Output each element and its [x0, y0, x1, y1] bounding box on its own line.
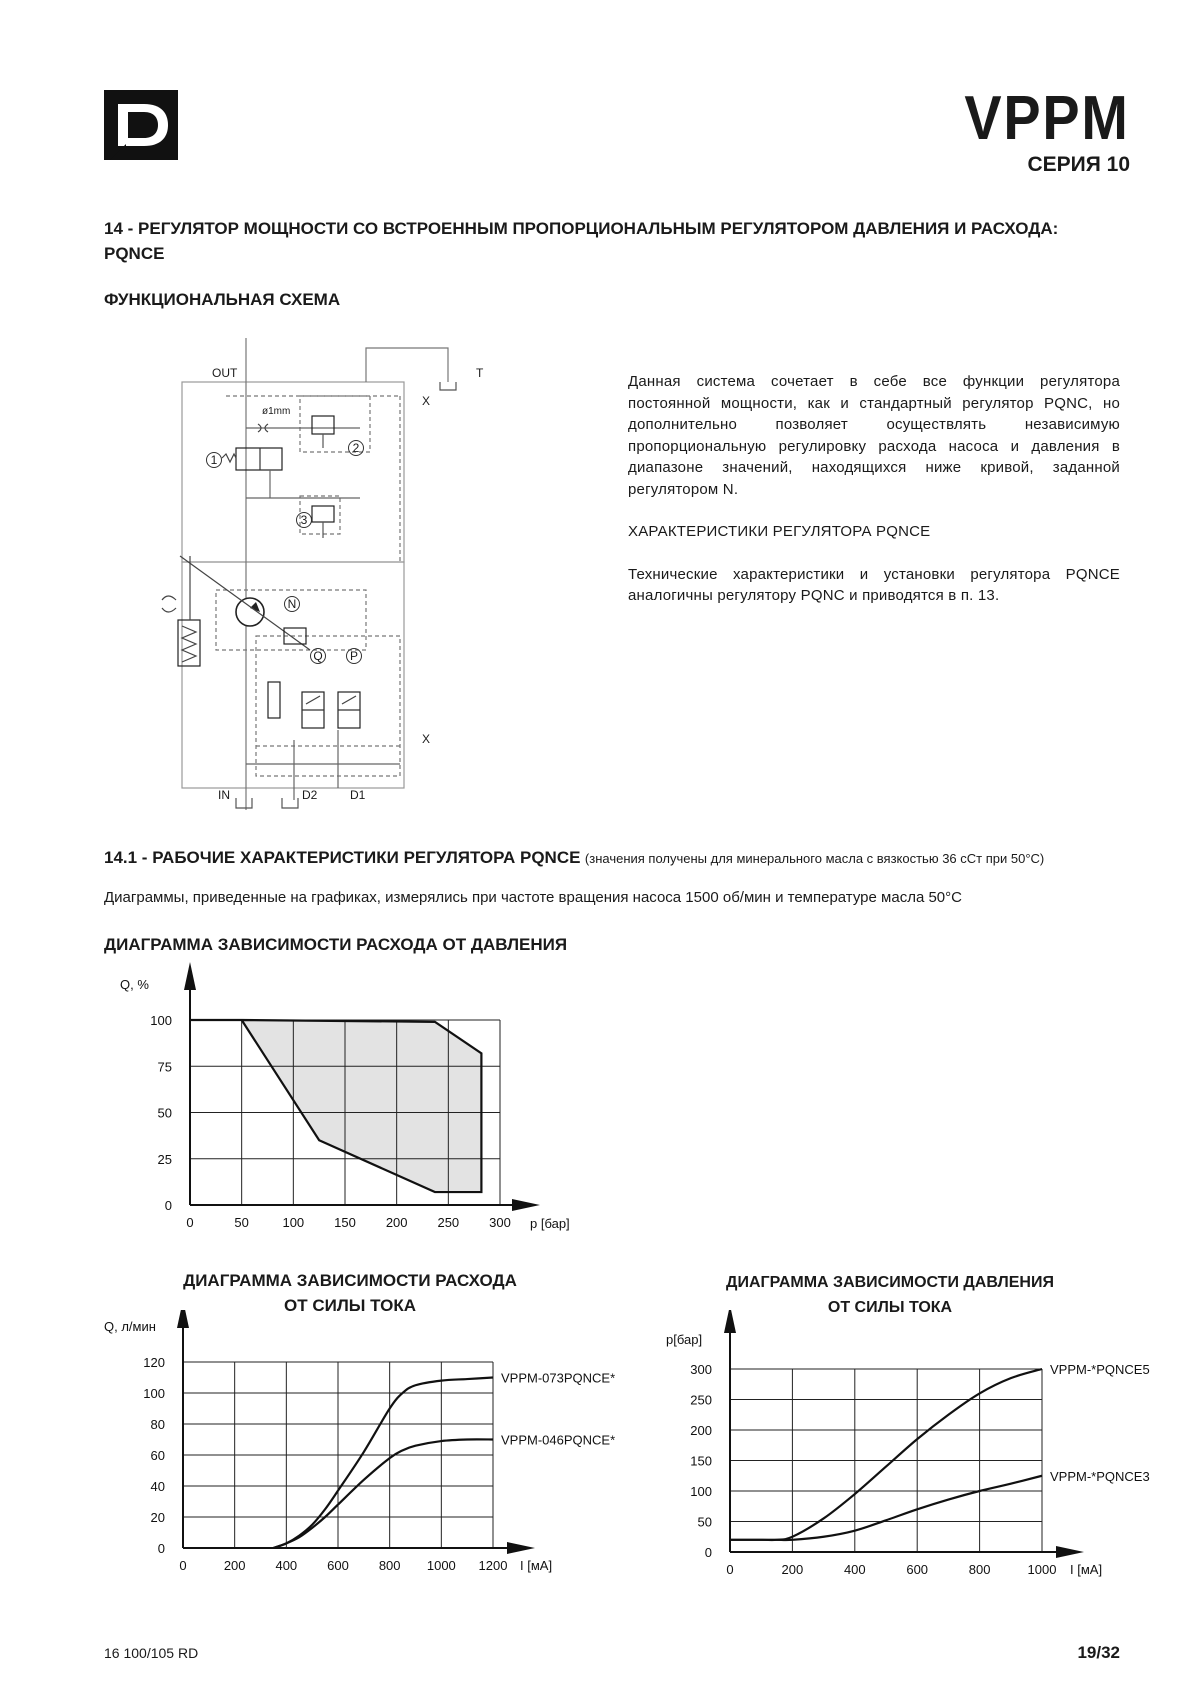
- series-label: СЕРИЯ 10: [1027, 153, 1130, 176]
- chart2-x-tick-label: 0: [179, 1558, 187, 1573]
- description: [628, 371, 1120, 628]
- chart2-x-arrow: [507, 1542, 535, 1554]
- chart2-y-tick-label: 40: [150, 1479, 165, 1494]
- subsection-note: (значения получены для минерального масла с вязкостью 36 сСт при 50°C): [584, 851, 1045, 866]
- label-in: IN: [218, 788, 230, 802]
- chart1-x-tick-label: 50: [234, 1215, 249, 1230]
- chart3-y-tick-label: 150: [690, 1453, 712, 1469]
- label-d1: D1: [350, 788, 366, 802]
- pressure-current-chart: [630, 1310, 1200, 1590]
- label-x-top: X: [422, 394, 431, 408]
- chart2-y-tick-label: 100: [143, 1386, 165, 1401]
- chart3-y-tick-label: 200: [690, 1423, 712, 1438]
- chart1-x-arrow: [512, 1199, 540, 1211]
- chart2-heading-line2: ОТ СИЛЫ ТОКА: [284, 1296, 416, 1315]
- chart2-y-tick-label: 120: [143, 1355, 165, 1370]
- label-n: N: [284, 596, 300, 612]
- label-orifice: ø1mm: [262, 406, 291, 417]
- scheme-heading: ФУНКЦИОНАЛЬНАЯ СХЕМА: [104, 290, 341, 309]
- flow-pressure-chart: [0, 960, 620, 1240]
- chart2-y-axis-label: Q, л/мин: [104, 1319, 156, 1334]
- chart1-x-axis-label: p [бар]: [530, 1216, 570, 1231]
- chart2-y-tick-label: 0: [157, 1541, 165, 1556]
- chart3-x-axis-label: I [мА]: [1070, 1562, 1103, 1577]
- chart3-series-line-2: [730, 1476, 1042, 1540]
- label-t: T: [476, 366, 484, 380]
- chart1-y-arrow: [184, 962, 196, 990]
- chart2-x-tick-label: 200: [223, 1558, 246, 1573]
- chart2-heading-line1: ДИАГРАММА ЗАВИСИМОСТИ РАСХОДА: [183, 1271, 517, 1290]
- chart3-series-label-1: VPPM-*PQNCE5: [1050, 1362, 1150, 1377]
- chart3-x-tick-label: 200: [781, 1562, 804, 1577]
- measurement-conditions: Диаграммы, приведенные на графиках, измерялись при частоте вращения насоса 1500 об/мин и температуре масла 50°C: [104, 889, 962, 906]
- chart1-x-tick-label: 300: [489, 1215, 511, 1230]
- chart2-x-axis-label: I [мА]: [520, 1558, 553, 1573]
- chart3-x-tick-label: 800: [968, 1562, 991, 1577]
- chart1-y-tick-label: 0: [164, 1198, 172, 1213]
- chart1-x-tick-label: 100: [282, 1215, 305, 1230]
- chart1-y-tick-label: 100: [150, 1013, 172, 1028]
- description-paragraph-3: Технические характеристики и установки регулятора PQNCE аналогичны регулятору PQNC и приводятся в п. 13.: [628, 565, 1120, 604]
- label-p: P: [346, 648, 362, 664]
- chart1-x-tick-label: 0: [186, 1215, 194, 1230]
- chart3-x-tick-label: 600: [906, 1562, 929, 1577]
- chart1-y-axis-label: Q, %: [120, 977, 149, 992]
- chart1-x-tick-label: 150: [334, 1215, 356, 1230]
- document-code: 16 100/105 RD: [104, 1645, 199, 1661]
- chart2-x-tick-label: 1200: [478, 1558, 508, 1573]
- page-number: 19/32: [1077, 1643, 1120, 1662]
- chart1-y-tick-label: 75: [157, 1059, 172, 1075]
- chart2-y-tick-label: 60: [150, 1448, 165, 1463]
- chart2-series-label-2: VPPM-046PQNCE*: [501, 1432, 616, 1448]
- label-1: 1: [206, 452, 222, 468]
- chart3-y-tick-label: 50: [697, 1514, 712, 1530]
- chart3-series-line-1: [730, 1369, 1042, 1540]
- chart2-x-tick-label: 400: [275, 1558, 298, 1573]
- label-q: Q: [310, 648, 326, 664]
- chart3-y-arrow: [724, 1310, 736, 1333]
- chart2-x-tick-label: 800: [378, 1558, 401, 1573]
- chart3-x-tick-label: 0: [726, 1562, 734, 1577]
- description-paragraph-1: Данная система сочетает в себе все функции регулятора постоянной мощности, как и стандартный регулятор PQNC, но дополнительно позволяет осуществлять независимую пропорциональную регулировку расхода насоса и давления в диапазоне значений, находящихся ниже кривой, заданной регулятором N.: [628, 373, 1120, 498]
- chart3-heading-line2: ОТ СИЛЫ ТОКА: [827, 1299, 953, 1316]
- functional-scheme: [160, 330, 590, 815]
- label-x-bottom: X: [422, 732, 431, 746]
- chart1-y-tick-label: 50: [157, 1105, 172, 1121]
- chart3-y-tick-label: 100: [690, 1484, 712, 1499]
- label-2: 2: [348, 440, 364, 456]
- chart3-x-tick-label: 1000: [1027, 1562, 1057, 1577]
- chart1-x-tick-label: 200: [385, 1215, 408, 1230]
- chart3-series-label-2: VPPM-*PQNCE3: [1050, 1468, 1150, 1484]
- chart2-x-tick-label: 1000: [426, 1558, 456, 1573]
- chart1-x-tick-label: 250: [437, 1215, 460, 1230]
- chart1-heading: ДИАГРАММА ЗАВИСИМОСТИ РАСХОДА ОТ ДАВЛЕНИЯ: [104, 935, 568, 954]
- chart3-x-tick-label: 400: [843, 1562, 866, 1577]
- chart3-y-tick-label: 250: [690, 1392, 712, 1408]
- subsection-title-text: 14.1 - РАБОЧИЕ ХАРАКТЕРИСТИКИ РЕГУЛЯТОРА PQNCE: [104, 848, 581, 867]
- description-paragraph-2: ХАРАКТЕРИСТИКИ РЕГУЛЯТОРА PQNCE: [628, 523, 931, 540]
- chart2-x-tick-label: 600: [327, 1558, 349, 1573]
- label-d2: D2: [302, 788, 318, 802]
- label-3: 3: [296, 512, 312, 528]
- label-out: OUT: [212, 366, 238, 380]
- chart1-y-tick-label: 25: [157, 1151, 172, 1167]
- company-logo: [104, 90, 178, 160]
- chart2-series-label-1: VPPM-073PQNCE*: [501, 1370, 616, 1386]
- chart3-y-tick-label: 0: [704, 1545, 712, 1560]
- chart3-x-arrow: [1056, 1546, 1084, 1558]
- chart1-region: [190, 1020, 481, 1192]
- product-name: VPPM: [964, 84, 1130, 153]
- chart2-y-tick-label: 80: [150, 1417, 165, 1432]
- flow-current-chart: [0, 1310, 660, 1590]
- chart2-y-tick-label: 20: [150, 1510, 165, 1525]
- chart2-y-arrow: [177, 1310, 189, 1328]
- chart3-heading-line1: ДИАГРАММА ЗАВИСИМОСТИ ДАВЛЕНИЯ: [726, 1274, 1054, 1291]
- chart3-y-axis-label: р[бар]: [666, 1332, 703, 1347]
- section-title: 14 - РЕГУЛЯТОР МОЩНОСТИ СО ВСТРОЕННЫМ ПРОПОРЦИОНАЛЬНЫМ РЕГУЛЯТОРОМ ДАВЛЕНИЯ И РАСХОДА: PQNCE: [104, 219, 1059, 263]
- chart2-series-line-2: [273, 1439, 493, 1548]
- subsection-title: [104, 848, 1164, 868]
- chart3-y-tick-label: 300: [690, 1362, 712, 1377]
